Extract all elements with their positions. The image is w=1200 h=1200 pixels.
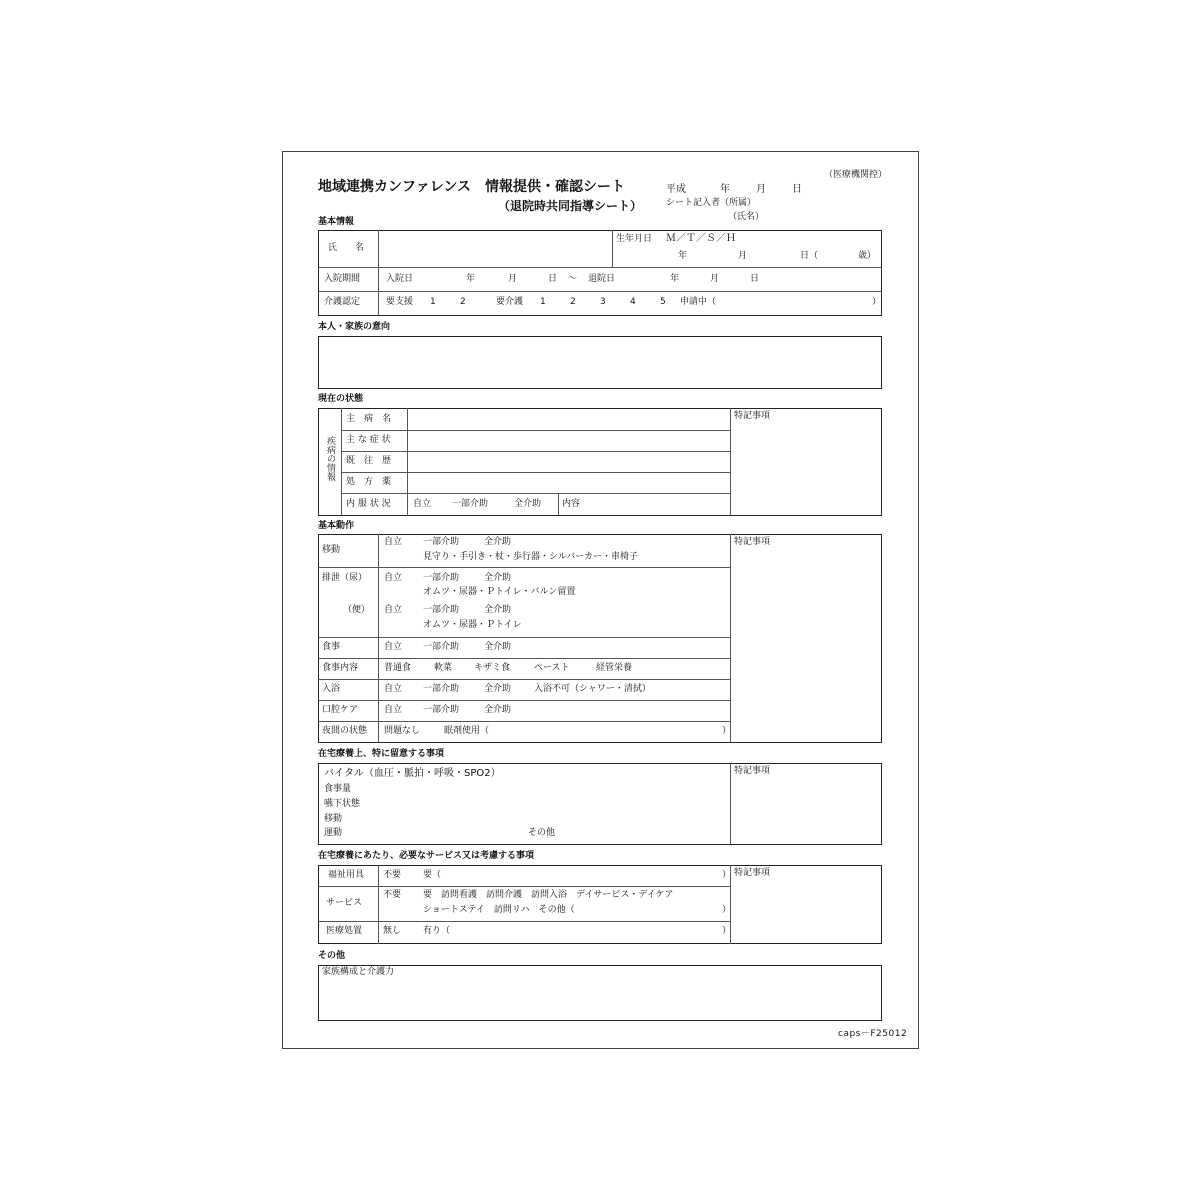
notes-vital: バイタル（血圧・脈拍・呼吸・SPO2） xyxy=(324,768,501,779)
dob-label: 生年月日 xyxy=(616,234,653,244)
section-home-care-notes: 在宅療養上、特に留意する事項 xyxy=(318,749,445,759)
other-box xyxy=(318,965,882,1021)
exc-stool-partial: 一部介助 xyxy=(423,605,460,615)
move-opt-self: 自立 xyxy=(384,537,403,547)
meal-content-minced: キザミ食 xyxy=(474,663,511,673)
medical-close: ） xyxy=(722,926,732,936)
adm-month: 月 xyxy=(508,274,518,284)
meal-content-label: 食事内容 xyxy=(322,663,359,673)
dob-year: 年 xyxy=(678,251,688,261)
service-line2: ショートステイ 訪問リハ その他（ xyxy=(423,905,575,915)
excretion-stool-label: （便） xyxy=(343,605,371,615)
admission-in: 入院日 xyxy=(386,274,414,284)
date-era: 平成 xyxy=(666,184,686,195)
care-2: 2 xyxy=(570,297,576,307)
notes-meal-amount: 食事量 xyxy=(324,784,352,794)
family-label: 家族構成と介護力 xyxy=(322,967,395,977)
service-none: 不要 xyxy=(383,890,402,900)
adm-day: 日 xyxy=(548,274,558,284)
move-opt-partial: 一部介助 xyxy=(423,537,460,547)
section-intention: 本人・家族の意向 xyxy=(318,322,391,332)
care-5: 5 xyxy=(660,297,666,307)
med-opt-full: 全介助 xyxy=(514,499,542,509)
exc-stool-self: 自立 xyxy=(384,605,403,615)
meal-partial: 一部介助 xyxy=(423,642,460,652)
exc-urine-partial: 一部介助 xyxy=(423,573,460,583)
night-close: ） xyxy=(722,726,732,736)
notes-exercise: 運動 xyxy=(324,828,343,838)
row-history: 既 往 歴 xyxy=(346,456,392,466)
current-table xyxy=(318,408,882,516)
services-note-label: 特記事項 xyxy=(734,868,771,878)
meal-full: 全介助 xyxy=(484,642,512,652)
bath-self: 自立 xyxy=(384,684,403,694)
section-other: その他 xyxy=(318,951,346,961)
exc-urine-aids: オムツ・尿器・Ｐトイレ・バルン留置 xyxy=(423,587,576,597)
welfare-need: 要（ xyxy=(423,870,442,880)
form-code: caps－F25012 xyxy=(838,1029,908,1039)
writer-name-label: （氏名） xyxy=(728,212,765,222)
service-line1: 要 訪問看護 訪問介護 訪問入浴 デイサービス・デイケア xyxy=(423,890,674,900)
medical-none: 無し xyxy=(383,926,402,936)
date-day: 日 xyxy=(792,184,802,195)
meal-content-normal: 普通食 xyxy=(384,663,412,673)
care-label: 介護認定 xyxy=(324,297,361,307)
dob-day: 日（ xyxy=(800,251,819,261)
exc-stool-full: 全介助 xyxy=(484,605,512,615)
support-1: 1 xyxy=(430,297,436,307)
notes-other: その他 xyxy=(528,828,556,838)
move-label: 移動 xyxy=(322,545,341,555)
bath-impossible: 入浴不可（シャワー・清拭） xyxy=(534,684,651,694)
form-title: 地域連携カンファレンス 情報提供・確認シート xyxy=(318,179,625,195)
night-label: 夜間の状態 xyxy=(322,726,368,736)
notes-move: 移動 xyxy=(324,814,343,824)
med-opt-content: 内容 xyxy=(562,499,581,509)
row-main-disease: 主 病 名 xyxy=(346,414,392,424)
oral-self: 自立 xyxy=(384,705,403,715)
section-basic-info: 基本情報 xyxy=(318,217,355,227)
adl-note-label: 特記事項 xyxy=(734,537,771,547)
dis-day: 日 xyxy=(750,274,760,284)
date-month: 月 xyxy=(756,184,766,195)
service-close: ） xyxy=(722,905,732,915)
bath-full: 全介助 xyxy=(484,684,512,694)
welfare-close: ） xyxy=(722,870,732,880)
notes-note-label: 特記事項 xyxy=(734,766,771,776)
intention-box xyxy=(318,336,882,389)
support-2: 2 xyxy=(460,297,466,307)
bath-label: 入浴 xyxy=(322,684,341,694)
exc-urine-full: 全介助 xyxy=(484,573,512,583)
adm-tilde: 〜 xyxy=(568,274,578,284)
meal-content-tube: 経管栄養 xyxy=(596,663,633,673)
dob-month: 月 xyxy=(738,251,748,261)
applying-close: ） xyxy=(872,297,882,307)
admission-label: 入院期間 xyxy=(324,274,361,284)
service-label: サービス xyxy=(326,898,363,908)
discharge-label: 退院日 xyxy=(588,274,616,284)
row-medication-status: 内 服 状 況 xyxy=(346,499,391,509)
welfare-none: 不要 xyxy=(383,870,402,880)
dis-month: 月 xyxy=(710,274,720,284)
care-1: 1 xyxy=(540,297,546,307)
move-opt-full: 全介助 xyxy=(484,537,512,547)
med-opt-self: 自立 xyxy=(413,499,432,509)
institution-note: （医療機関控） xyxy=(824,170,888,180)
night-ok: 問題なし xyxy=(384,726,421,736)
exc-stool-aids: オムツ・尿器・Ｐトイレ xyxy=(423,620,522,630)
meal-content-soft: 軟菜 xyxy=(434,663,453,673)
applying: 申請中（ xyxy=(680,297,717,307)
oral-care-label: 口腔ケア xyxy=(322,705,359,715)
meal-label: 食事 xyxy=(322,642,341,652)
adl-table xyxy=(318,534,882,743)
row-main-symptom: 主 な 症 状 xyxy=(346,435,391,445)
medical-label: 医療処置 xyxy=(326,926,363,936)
move-aids: 見守り・手引き・杖・歩行器・シルバーカー・車椅子 xyxy=(423,552,638,562)
notes-swallow: 嚥下状態 xyxy=(324,799,361,809)
bath-partial: 一部介助 xyxy=(423,684,460,694)
night-sleeping-pill: 眠剤使用（ xyxy=(444,726,490,736)
support-label: 要支援 xyxy=(386,297,414,307)
disease-group-label: 疾病の情報 xyxy=(325,436,335,481)
medical-yes: 有り（ xyxy=(423,926,451,936)
adm-year: 年 xyxy=(466,274,476,284)
current-note-label: 特記事項 xyxy=(734,411,771,421)
dob-age: 歳） xyxy=(858,251,877,261)
writer-label: シート記入者（所属） xyxy=(666,198,757,208)
section-current: 現在の状態 xyxy=(318,394,364,404)
med-opt-partial: 一部介助 xyxy=(452,499,489,509)
date-year: 年 xyxy=(720,184,730,195)
form-subtitle: （退院時共同指導シート） xyxy=(498,199,643,213)
oral-partial: 一部介助 xyxy=(423,705,460,715)
section-services: 在宅療養にあたり、必要なサービス又は考慮する事項 xyxy=(318,851,535,861)
care-3: 3 xyxy=(600,297,606,307)
oral-full: 全介助 xyxy=(484,705,512,715)
services-table xyxy=(318,865,882,944)
meal-content-paste: ペースト xyxy=(534,663,570,673)
meal-self: 自立 xyxy=(384,642,403,652)
excretion-urine-label: 排泄（尿） xyxy=(322,573,368,583)
exc-urine-self: 自立 xyxy=(384,573,403,583)
care-level-label: 要介護 xyxy=(496,297,524,307)
care-4: 4 xyxy=(630,297,636,307)
name-label: 氏 名 xyxy=(328,243,365,253)
welfare-label: 福祉用具 xyxy=(328,870,365,880)
dob-era: Ｍ／Ｔ／Ｓ／Ｈ xyxy=(666,233,736,244)
row-prescription: 処 方 薬 xyxy=(346,477,392,487)
dis-year: 年 xyxy=(670,274,680,284)
section-adl: 基本動作 xyxy=(318,521,355,531)
